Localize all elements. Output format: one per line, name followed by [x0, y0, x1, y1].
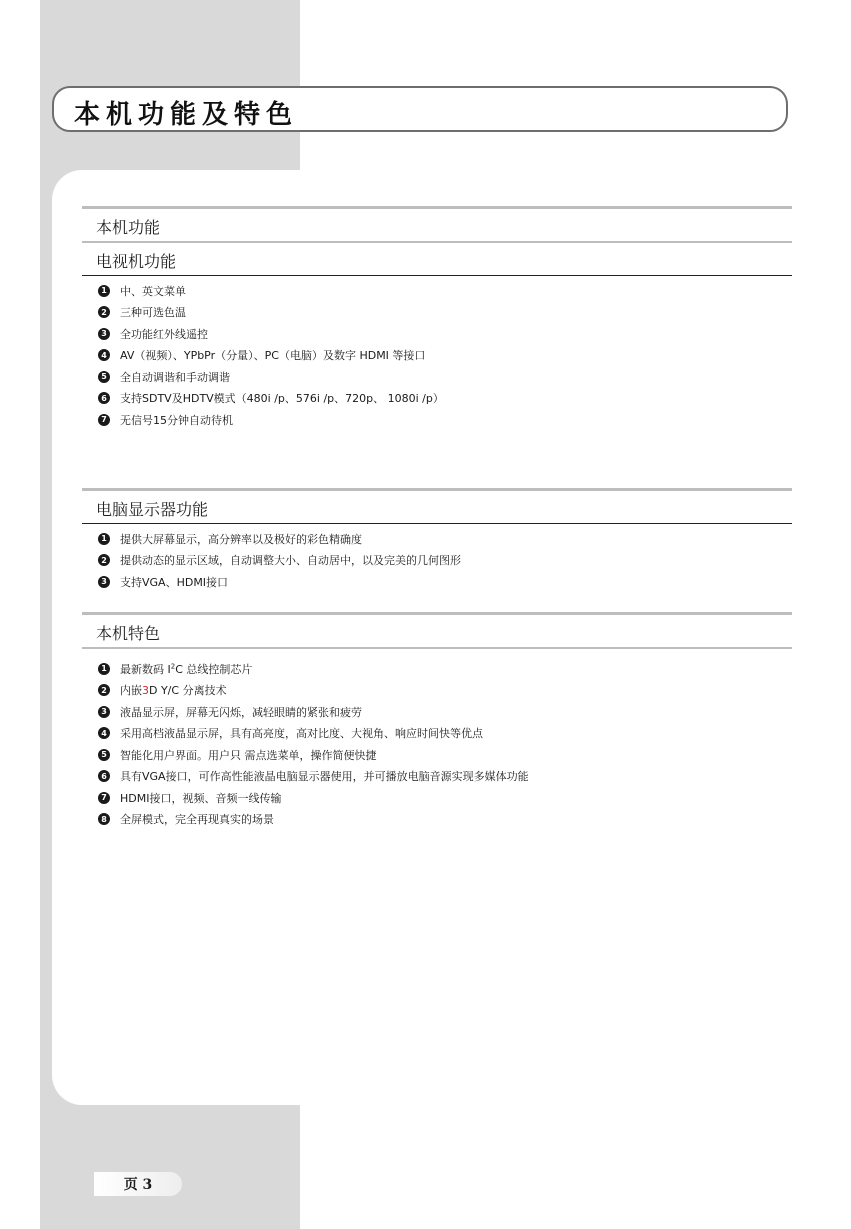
special-heading: 本机特色 — [96, 624, 161, 643]
number-badge-icon: 3 — [98, 706, 110, 718]
tv-list — [82, 280, 792, 431]
divider — [82, 275, 792, 276]
list-item — [82, 680, 792, 702]
text-part: C 总线控制芯片 — [175, 662, 253, 676]
list-item-text: 液晶显示屏，屏幕无闪烁，减轻眼睛的紧张和疲劳 — [120, 705, 362, 719]
number-badge-icon: 6 — [98, 392, 110, 404]
list-item-text: AV（视频）、YPbPr（分量）、PC（电脑）及数字 HDMI 等接口 — [120, 349, 426, 363]
list-item-text: HDMI接口，视频、音频一线传输 — [120, 791, 282, 805]
list-item — [82, 528, 792, 550]
number-badge-icon: 1 — [98, 663, 110, 675]
number-badge-icon: 7 — [98, 414, 110, 426]
number-badge-icon: 3 — [98, 328, 110, 340]
special-list — [82, 658, 792, 830]
text-part: 最新数码 I — [120, 662, 171, 676]
title-box — [52, 86, 788, 132]
list-item-text: 具有VGA接口，可作高性能液晶电脑显示器使用，并可播放电脑音源实现多媒体功能 — [120, 770, 529, 784]
number-badge-icon: 2 — [98, 554, 110, 566]
list-item-text: 三种可选色温 — [120, 306, 186, 320]
number-badge-icon: 5 — [98, 749, 110, 761]
list-item-text: 无信号15分钟自动待机 — [120, 413, 233, 427]
list-item-text — [120, 682, 227, 698]
list-item-text: 提供动态的显示区域，自动调整大小、自动居中，以及完美的几何图形 — [120, 554, 461, 568]
special-section — [82, 612, 792, 830]
list-item — [82, 787, 792, 809]
list-item-text: 全功能红外线遥控 — [120, 327, 208, 341]
list-item — [82, 809, 792, 831]
text-part: 内嵌 — [120, 684, 142, 698]
list-item-text: 提供大屏幕显示，高分辨率以及极好的彩色精确度 — [120, 532, 362, 546]
list-item — [82, 388, 792, 410]
list-item — [82, 550, 792, 572]
list-item — [82, 744, 792, 766]
number-badge-icon: 2 — [98, 306, 110, 318]
list-item — [82, 571, 792, 593]
number-badge-icon: 3 — [98, 576, 110, 588]
list-item — [82, 658, 792, 680]
text-part: D Y/C 分离技术 — [149, 684, 227, 698]
list-item-text: 全自动调谐和手动调谐 — [120, 370, 230, 384]
list-item-text: 支持SDTV及HDTV模式（480i /p、576i /p、720p、 1080i /p） — [120, 392, 444, 406]
number-badge-icon: 4 — [98, 727, 110, 739]
list-item-text: 采用高档液晶显示屏，具有高亮度，高对比度、大视角、响应时间快等优点 — [120, 727, 483, 741]
number-badge-icon: 8 — [98, 813, 110, 825]
list-item — [82, 701, 792, 723]
features-header: 本机功能 — [96, 218, 161, 237]
list-item-text: 中、英文菜单 — [120, 284, 186, 298]
list-item — [82, 409, 792, 431]
list-item — [82, 723, 792, 745]
tv-section — [82, 206, 792, 431]
list-item-text: 全屏模式，完全再现真实的场景 — [120, 813, 274, 827]
page-number: 页 3 — [94, 1172, 182, 1196]
number-badge-icon: 1 — [98, 285, 110, 297]
tv-heading: 电视机功能 — [96, 252, 177, 271]
list-item — [82, 302, 792, 324]
page-title: 本机功能及特色 — [74, 100, 299, 130]
highlight-text: 3 — [142, 684, 149, 698]
number-badge-icon: 5 — [98, 371, 110, 383]
list-item-text: 智能化用户界面。用户只 需点选菜单，操作简便快捷 — [120, 748, 377, 762]
list-item — [82, 345, 792, 367]
pc-section — [82, 488, 792, 593]
list-item — [82, 766, 792, 788]
list-item-text — [120, 661, 252, 677]
pc-heading: 电脑显示器功能 — [96, 500, 209, 519]
divider — [82, 647, 792, 649]
number-badge-icon: 2 — [98, 684, 110, 696]
list-item — [82, 323, 792, 345]
divider — [82, 523, 792, 524]
number-badge-icon: 4 — [98, 349, 110, 361]
number-badge-icon: 1 — [98, 533, 110, 545]
list-item — [82, 280, 792, 302]
number-badge-icon: 6 — [98, 770, 110, 782]
pc-list — [82, 528, 792, 593]
list-item — [82, 366, 792, 388]
list-item-text: 支持VGA、HDMI接口 — [120, 575, 229, 589]
superscript: 2 — [170, 662, 176, 671]
number-badge-icon: 7 — [98, 792, 110, 804]
